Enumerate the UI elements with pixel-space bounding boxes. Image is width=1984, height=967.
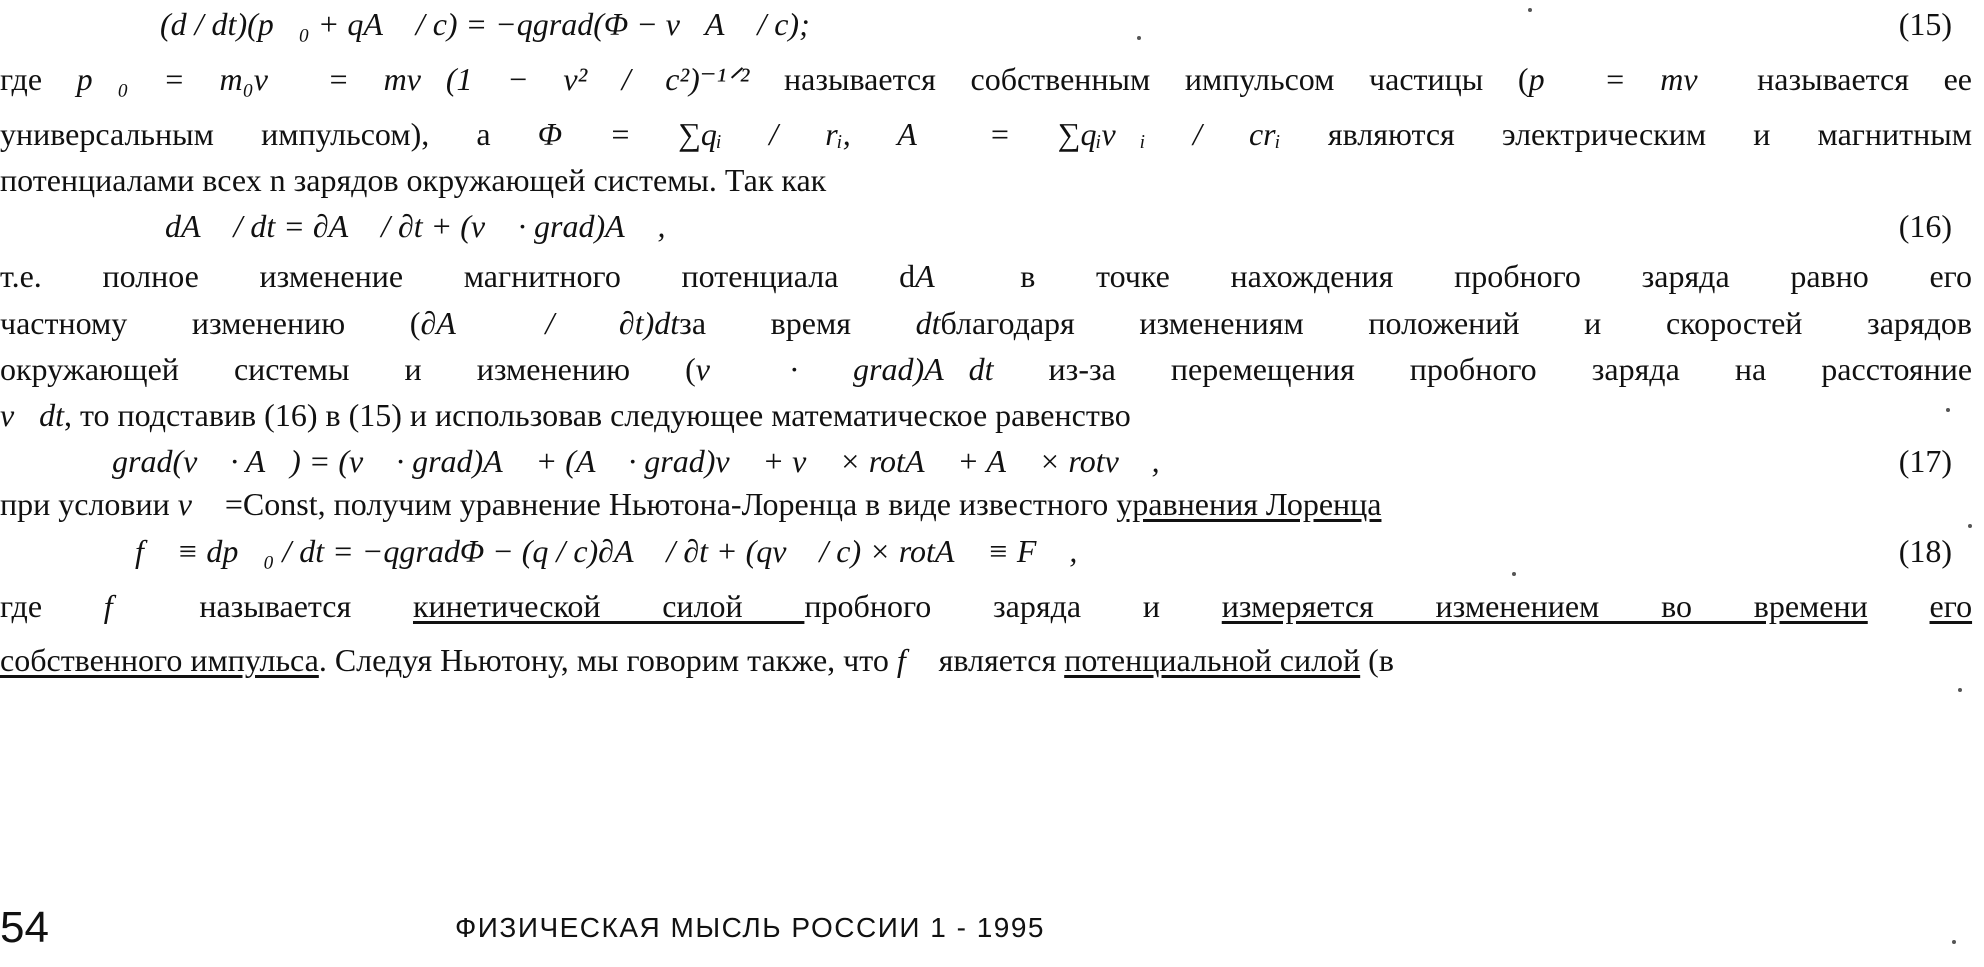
equation-18: f⃗ ≡ dp⃗₀ / dt = −qgradΦ − (q / c)∂A⃗ / ∂t + (qv⃗ / c) × rotA⃗ ≡ F⃗ , xyxy=(135,533,1078,569)
paragraph-2-line-4: v⃗dt, то подставив (16) в (15) и использовав следующее математическое равенство xyxy=(0,397,1131,433)
page-footer xyxy=(0,900,1984,960)
page-number: 54 xyxy=(0,903,49,952)
universal-momentum-formula: p⃗ = mv⃗ xyxy=(1528,61,1723,97)
equation-16-number: (16) xyxy=(1898,208,1952,244)
speck xyxy=(1968,524,1972,528)
equation-15: (d / dt)(p⃗₀ + qA⃗ / c) = −qgrad(Φ − v⃗A⃗ / c); xyxy=(160,6,810,42)
potentials-formula: Φ = ∑qᵢ / rᵢ, A⃗ = ∑qᵢv⃗ᵢ / crᵢ xyxy=(537,116,1281,152)
speck xyxy=(1946,408,1950,412)
speck xyxy=(1952,940,1956,944)
equation-17-number: (17) xyxy=(1898,443,1952,479)
paragraph-1-line-3: потенциалами всех n зарядов окружающей системы. Так как xyxy=(0,162,827,198)
speck xyxy=(1958,688,1962,692)
kinetic-force-term: кинетической силой xyxy=(412,588,805,624)
paragraph-2-line-1: т.е. полное изменение магнитного потенциала dA⃗ в точке нахождения пробного заряда равно его xyxy=(0,258,1973,294)
paragraph-2-line-3: окружающей системы и изменению (v⃗ · grad)A⃗dt из-за перемещения пробного заряда на расстояние xyxy=(0,351,1973,387)
potential-force-term: потенциальной силой xyxy=(1064,642,1361,678)
journal-title: ФИЗИЧЕСКАЯ МЫСЛЬ РОССИИ 1 - 1995 xyxy=(455,912,1045,943)
lorentz-equation-link: уравнения Лоренца xyxy=(1116,486,1382,522)
paragraph-1-line-2: универсальным импульсом), а Φ = ∑qᵢ / rᵢ, A⃗ = ∑qᵢv⃗ᵢ / crᵢ являются электрическим и магнитным xyxy=(0,116,1973,152)
speck xyxy=(1137,36,1141,40)
paragraph-4-line-2: собственного импульса. Следуя Ньютону, мы говорим также, что f⃗ является потенциальной силой (в xyxy=(0,642,1394,678)
paragraph-1-line-1: где p⃗₀ = m₀v⃗ = mv⃗(1 − v² / c²)⁻¹ᐟ² называется собственным импульсом частицы (p⃗ = mv⃗ называется ее xyxy=(0,61,1973,97)
equation-17: grad(v⃗ · A⃗) = (v⃗ · grad)A⃗ + (A⃗ · grad)v⃗ + v⃗ × rotA⃗ + A⃗ × rotv⃗ , xyxy=(112,443,1160,479)
equation-18-number: (18) xyxy=(1898,533,1952,569)
paragraph-2-line-2: частному изменению (∂A⃗ / ∂t)dtза время dtблагодаря изменениям положений и скоростей зарядов xyxy=(0,305,1973,341)
momentum-formula: p⃗₀ = m₀v⃗ = mv⃗(1 − v² / c²)⁻¹ᐟ² xyxy=(76,61,750,97)
paragraph-4-line-1: где f⃗ называется кинетической силой пробного заряда и измеряется изменением во времени его xyxy=(0,588,1973,624)
equation-15-number: (15) xyxy=(1898,6,1952,42)
own-momentum-term: собственного импульса xyxy=(0,642,319,678)
speck xyxy=(1512,572,1516,576)
speck xyxy=(1528,8,1532,12)
measured-by-change-term: измеряется изменением во времени xyxy=(1221,588,1868,624)
paragraph-3-line-1: при условии v⃗ =Const, получим уравнение Ньютона-Лоренца в виде известного уравнения Лоренца xyxy=(0,486,1382,522)
equation-16: dA⃗ / dt = ∂A⃗ / ∂t + (v⃗ · grad)A⃗ , xyxy=(165,208,666,244)
